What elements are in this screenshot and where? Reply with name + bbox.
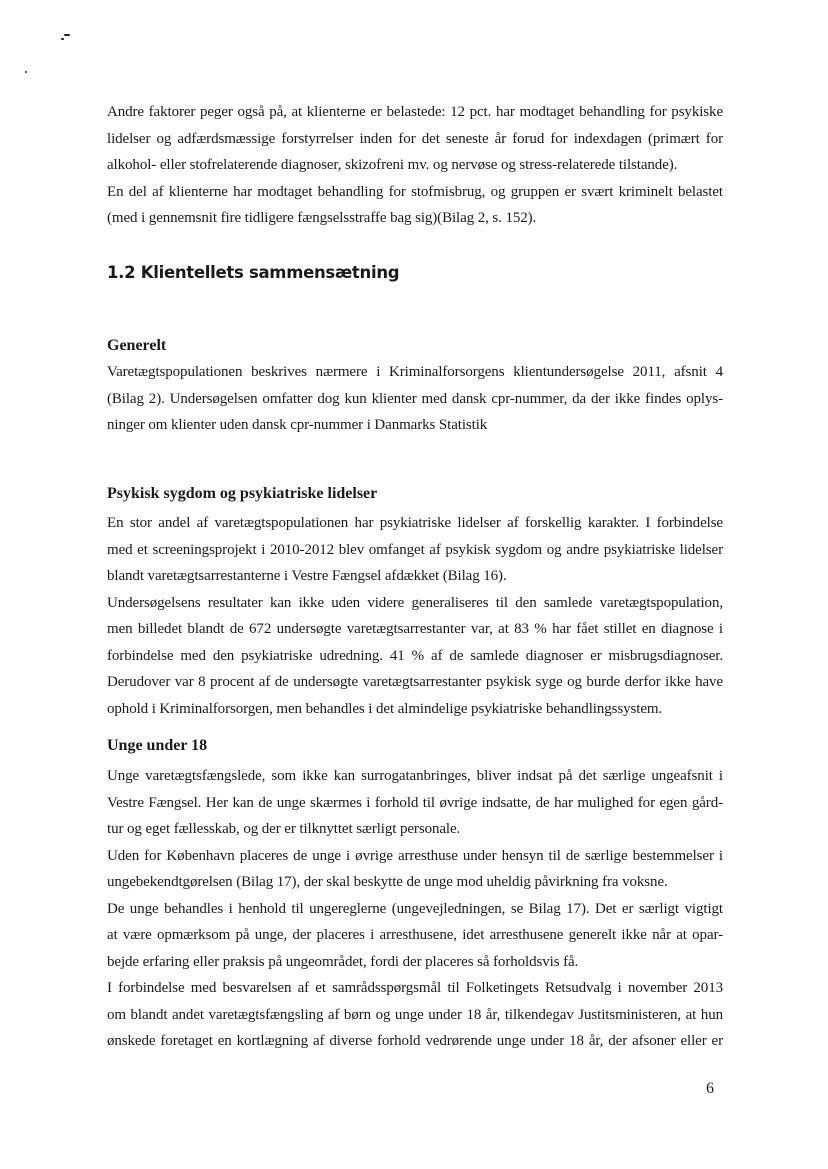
- scan-speck: [64, 34, 70, 36]
- text-line: Andre faktorer peger også på, at klienterne er belastede: 12 pct. har modtaget behandling for psykiske: [107, 104, 723, 120]
- text-line: Vestre Fængsel. Her kan de unge skærmes i forhold til øvrige indsatte, de har mulighed for egen gård-: [107, 794, 723, 811]
- text-line: De unge behandles i henhold til ungereglerne (ungevejledningen, se Bilag 17). Det er særligt vigtigt: [107, 900, 723, 917]
- text-line: tur og eget fællesskab, og der er tilknyttet særligt personale.: [107, 821, 461, 837]
- page-number: 6: [706, 1080, 714, 1097]
- subsection-heading-psykisk-sygdom: Psykisk sygdom og psykiatriske lidelser: [107, 485, 378, 502]
- text-line: om blandt andet varetægtsfængsling af børn og unge under 18 år, tilkendegav Justitsministeren, at hun: [107, 1006, 723, 1023]
- intro-paragraph: [107, 99, 723, 232]
- subsection-heading-generelt: Generelt: [107, 337, 167, 354]
- subsection-heading-unge-under-18: Unge under 18: [107, 737, 208, 754]
- text-line: bejde erfaring eller praksis på ungeområdet, fordi der placeres så forholdsvis få.: [107, 953, 579, 970]
- text-line: (Bilag 2). Undersøgelsen omfatter dog kun klienter med dansk cpr-nummer, da der ikke findes oplys-: [107, 390, 723, 407]
- text-line: I forbindelse med besvarelsen af et samrådsspørgsmål til Folketingets Retsudvalg i november 2013: [107, 980, 723, 996]
- text-line: En stor andel af varetægtspopulationen har psykiatriske lidelser af forskellig karakter. I forbindelse: [107, 515, 723, 531]
- text-line: forbindelse med den psykiatriske udredning. 41 % af de samlede diagnoser er misbrugsdiagnoser.: [107, 647, 723, 664]
- text-line: ungebekendtgørelsen (Bilag 17), der skal beskytte de unge mod uheldig påvirkning fra voksne.: [107, 874, 668, 890]
- text-line: at være opmærksom på unge, der placeres i arresthusene, idet arresthusene generelt ikke når at opar-: [107, 927, 723, 943]
- text-line: lidelser og adfærdsmæssige forstyrrelser inden for det seneste år forud for indexdagen (primært for: [107, 130, 723, 147]
- text-line: Uden for København placeres de unge i øvrige arresthuse under hensyn til de særlige bestemmelser i: [107, 847, 723, 864]
- text-line: alkohol- eller stofrelaterende diagnoser, skizofreni mv. og nervøse og stress-relaterede tilstande).: [107, 157, 678, 173]
- text-line: Undersøgelsens resultater kan ikke uden videre generaliseres til den samlede varetægtspopulation,: [107, 594, 723, 611]
- text-line: med et screeningsprojekt i 2010-2012 blev omfanget af psykisk sygdom og andre psykiatriske lidelser: [107, 541, 723, 558]
- unge-under-18-paragraph: [107, 763, 723, 1055]
- psykisk-sygdom-paragraph: [107, 510, 723, 722]
- text-line: Varetægtspopulationen beskrives nærmere i Kriminalforsorgens klientundersøgelse 2011, afsnit 4: [107, 364, 723, 380]
- section-heading: 1.2 Klientellets sammensætning: [107, 263, 400, 282]
- scan-speck: [61, 38, 64, 40]
- text-line: En del af klienterne har modtaget behandling for stofmisbrug, og gruppen er svært kriminelt belastet: [107, 183, 723, 200]
- text-line: (med i gennemsnit fire tidligere fængselsstraffe bag sig)(Bilag 2, s. 152).: [107, 210, 537, 226]
- generelt-paragraph: [107, 359, 723, 439]
- text-line: ninger om klienter uden dansk cpr-nummer i Danmarks Statistik: [107, 417, 488, 433]
- text-line: Unge varetægtsfængslede, som ikke kan surrogatanbringes, bliver indsat på det særlige ungeafsnit i: [107, 768, 723, 784]
- text-line: Derudover var 8 procent af de undersøgte varetægtsarrestanter psykisk syge og burde derfor ikke have: [107, 674, 723, 690]
- scan-speck: [25, 71, 27, 73]
- text-line: men billedet blandt de 672 undersøgte varetægtsarrestanter var, at 83 % har fået stillet en diagnose i: [107, 621, 723, 637]
- text-line: ønskede foretaget en kortlægning af diverse forhold vedrørende unge under 18 år, der afsoner eller er: [107, 1033, 723, 1049]
- text-line: blandt varetægtsarrestanterne i Vestre Fængsel afdækket (Bilag 16).: [107, 568, 507, 584]
- text-line: ophold i Kriminalforsorgen, men behandles i det almindelige psykiatriske behandlingssystem.: [107, 700, 663, 717]
